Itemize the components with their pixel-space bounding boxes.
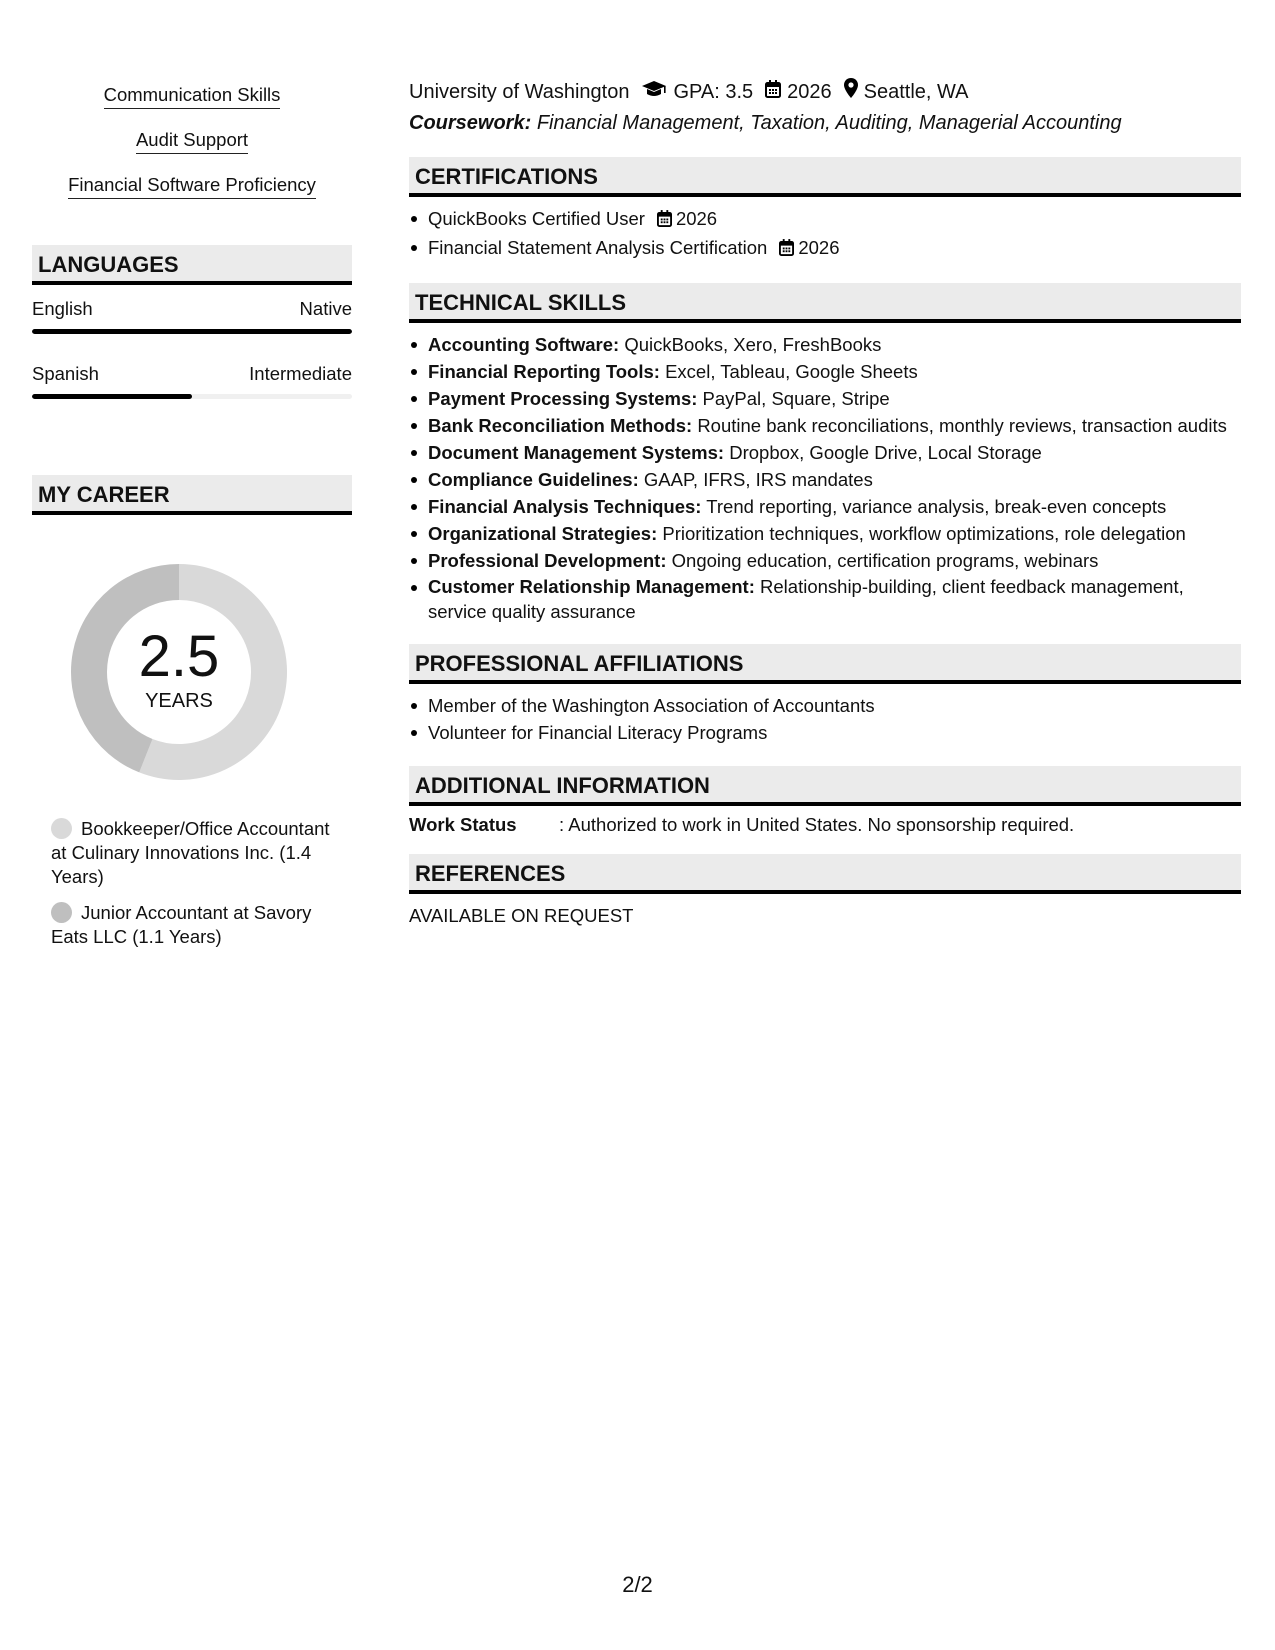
list-item bbox=[409, 205, 1241, 234]
list-item bbox=[409, 520, 1241, 547]
education-line bbox=[409, 78, 1241, 106]
additional-info-section bbox=[409, 766, 1241, 838]
certifications-section bbox=[409, 157, 1241, 263]
career-total-value: 2.5 bbox=[138, 624, 220, 689]
skill-text: Ongoing education, certification programs, webinars bbox=[671, 550, 1099, 571]
skill-tag: Communication Skills bbox=[104, 84, 281, 109]
graduation-cap-icon bbox=[641, 78, 667, 106]
languages-section bbox=[32, 245, 352, 399]
skill-label: Financial Reporting Tools: bbox=[428, 361, 660, 382]
work-status-row bbox=[409, 812, 1241, 838]
career-donut-chart bbox=[64, 557, 294, 787]
skill-text: Prioritization techniques, workflow optimizations, role delegation bbox=[662, 523, 1186, 544]
location-pin-icon bbox=[844, 78, 858, 106]
skill-label: Professional Development: bbox=[428, 550, 667, 571]
skill-text: PayPal, Square, Stripe bbox=[702, 388, 890, 409]
language-bar bbox=[32, 394, 352, 399]
career-heading: MY CAREER bbox=[32, 475, 352, 515]
affiliations-section bbox=[409, 644, 1241, 746]
skill-text: Excel, Tableau, Google Sheets bbox=[665, 361, 918, 382]
legend-label: Bookkeeper/Office Accountant at Culinary Innovations Inc. (1.4 Years) bbox=[51, 818, 330, 887]
language-name: Spanish bbox=[32, 363, 99, 384]
language-level: Intermediate bbox=[249, 363, 352, 384]
skill-label: Accounting Software: bbox=[428, 334, 620, 355]
language-name: English bbox=[32, 298, 93, 319]
affiliations-list bbox=[409, 692, 1241, 746]
skill-text: Trend reporting, variance analysis, break-even concepts bbox=[706, 496, 1167, 517]
list-item bbox=[409, 331, 1241, 358]
legend-label: Junior Accountant at Savory Eats LLC (1.1 Years) bbox=[51, 902, 312, 947]
calendar-icon bbox=[779, 236, 794, 263]
list-item: Member of the Washington Association of Accountants bbox=[409, 692, 1241, 719]
skill-text: Dropbox, Google Drive, Local Storage bbox=[729, 442, 1042, 463]
coursework-label: Coursework: bbox=[409, 112, 532, 134]
list-item bbox=[409, 412, 1241, 439]
list-item bbox=[409, 385, 1241, 412]
calendar-icon bbox=[657, 207, 672, 234]
list-item bbox=[409, 493, 1241, 520]
skill-label: Organizational Strategies: bbox=[428, 523, 658, 544]
affiliations-heading: PROFESSIONAL AFFILIATIONS bbox=[409, 644, 1241, 684]
technical-skills-heading: TECHNICAL SKILLS bbox=[409, 283, 1241, 323]
references-text: AVAILABLE ON REQUEST bbox=[409, 905, 634, 926]
list-item: Volunteer for Financial Literacy Programs bbox=[409, 719, 1241, 746]
location: Seattle, WA bbox=[863, 81, 969, 103]
page-number: 2/2 bbox=[622, 1572, 653, 1597]
left-column bbox=[32, 84, 352, 961]
legend-dot bbox=[51, 818, 72, 839]
calendar-icon bbox=[765, 78, 781, 106]
work-status-label: Work Status bbox=[409, 814, 517, 835]
career-legend bbox=[32, 817, 352, 949]
language-item bbox=[32, 362, 352, 399]
list-item bbox=[409, 547, 1241, 574]
references-section bbox=[409, 854, 1241, 928]
languages-heading: LANGUAGES bbox=[32, 245, 352, 285]
language-level: Native bbox=[299, 298, 352, 319]
skill-text: Routine bank reconciliations, monthly reviews, transaction audits bbox=[697, 415, 1227, 436]
work-status-value: : Authorized to work in United States. No sponsorship required. bbox=[559, 814, 1075, 835]
certifications-heading: CERTIFICATIONS bbox=[409, 157, 1241, 197]
skill-label: Financial Analysis Techniques: bbox=[428, 496, 702, 517]
skill-label: Bank Reconciliation Methods: bbox=[428, 415, 693, 436]
references-heading: REFERENCES bbox=[409, 854, 1241, 894]
skill-tags bbox=[32, 84, 352, 219]
right-column bbox=[409, 78, 1241, 928]
list-item bbox=[409, 574, 1241, 624]
cert-year: 2026 bbox=[675, 208, 718, 229]
language-bar bbox=[32, 329, 352, 334]
list-item bbox=[409, 439, 1241, 466]
additional-info-heading: ADDITIONAL INFORMATION bbox=[409, 766, 1241, 806]
career-section bbox=[32, 475, 352, 949]
list-item bbox=[409, 466, 1241, 493]
language-item bbox=[32, 297, 352, 334]
language-bar-fill bbox=[32, 329, 352, 334]
language-bar-fill bbox=[32, 394, 192, 399]
legend-item bbox=[51, 901, 336, 949]
career-total-unit: YEARS bbox=[145, 690, 213, 712]
cert-year: 2026 bbox=[798, 237, 840, 258]
skill-label: Document Management Systems: bbox=[428, 442, 725, 463]
skill-label: Compliance Guidelines: bbox=[428, 469, 639, 490]
skill-text: Relationship-building, client feedback management, service quality assurance bbox=[428, 576, 1184, 622]
legend-dot bbox=[51, 902, 72, 923]
school-name: University of Washington bbox=[409, 81, 630, 103]
cert-name: Financial Statement Analysis Certification bbox=[428, 237, 768, 258]
skill-label: Customer Relationship Management: bbox=[428, 576, 755, 597]
gpa: GPA: 3.5 bbox=[673, 81, 754, 103]
skill-tag: Financial Software Proficiency bbox=[68, 174, 316, 199]
coursework bbox=[409, 109, 1241, 137]
skill-tag: Audit Support bbox=[136, 129, 248, 154]
technical-skills-list bbox=[409, 331, 1241, 624]
skill-text: QuickBooks, Xero, FreshBooks bbox=[624, 334, 882, 355]
coursework-text: Financial Management, Taxation, Auditing, Managerial Accounting bbox=[536, 112, 1122, 134]
cert-name: QuickBooks Certified User bbox=[428, 208, 645, 229]
skill-label: Payment Processing Systems: bbox=[428, 388, 698, 409]
technical-skills-section bbox=[409, 283, 1241, 624]
list-item bbox=[409, 358, 1241, 385]
graduation-year: 2026 bbox=[787, 81, 832, 103]
skill-text: GAAP, IFRS, IRS mandates bbox=[643, 469, 873, 490]
certifications-list bbox=[409, 205, 1241, 263]
legend-item bbox=[51, 817, 336, 889]
list-item bbox=[409, 234, 1241, 263]
